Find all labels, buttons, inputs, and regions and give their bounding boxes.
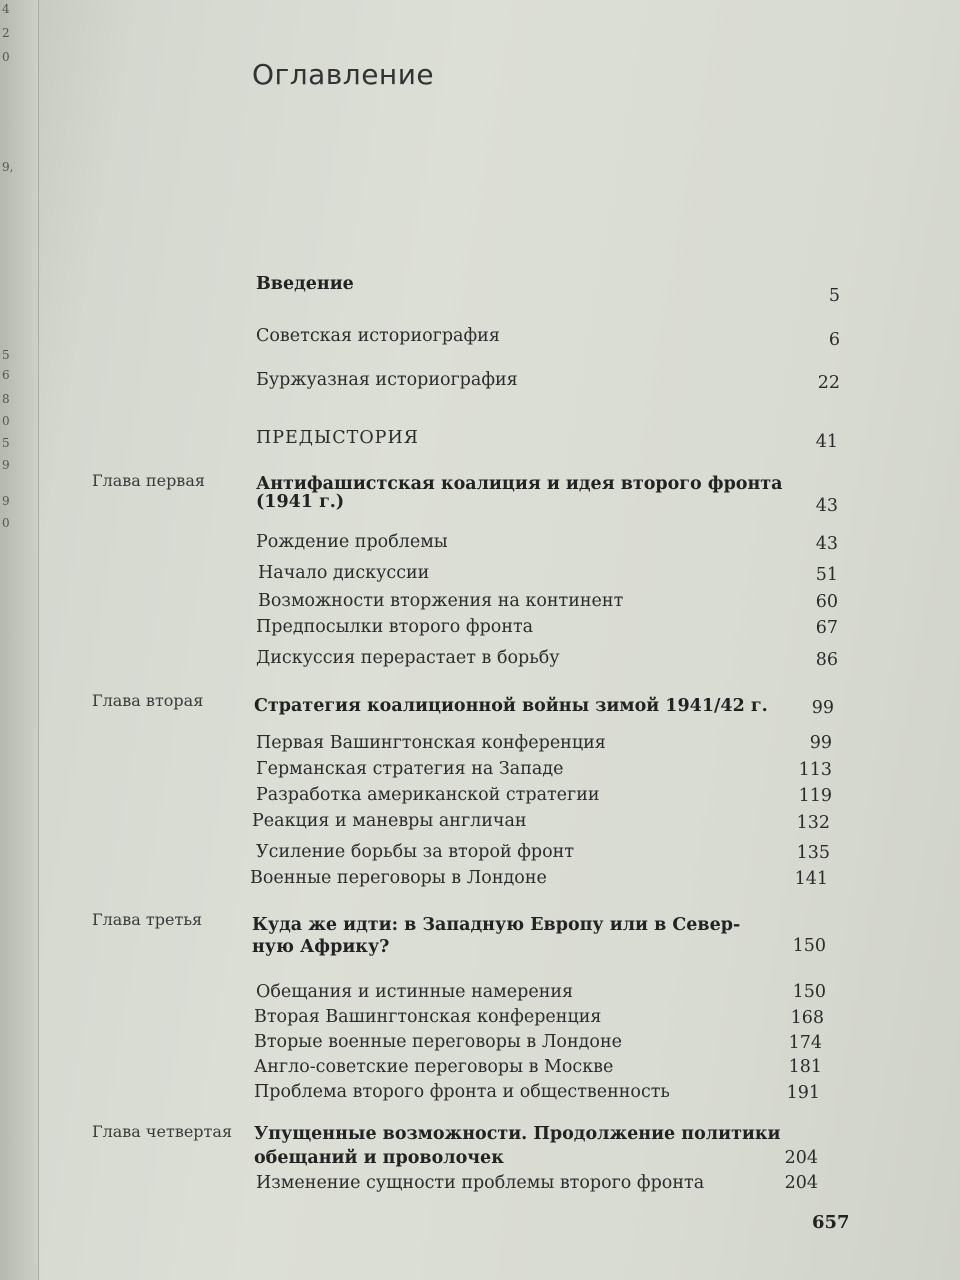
edge-glyph: 0 — [2, 50, 10, 64]
toc-entry-text: Буржуазная историография — [256, 370, 518, 390]
toc-entry-page: 6 — [828, 330, 840, 350]
toc-entry-text: Проблема второго фронта и общественность — [254, 1082, 670, 1102]
edge-glyph: 0 — [2, 516, 10, 530]
chapter-title-line: Стратегия коалиционной войны зимой 1941/42 г. — [254, 696, 768, 716]
chapter-label: Глава четвертая — [92, 1122, 233, 1141]
chapter-label: Глава первая — [92, 471, 205, 490]
chapter-title-line: (1941 г.) — [256, 492, 345, 512]
toc-entry-page: 150 — [792, 982, 826, 1002]
toc-entry-text: Военные переговоры в Лондоне — [250, 868, 547, 888]
chapter-title-line: Куда же идти: в Западную Европу или в Север- — [252, 915, 741, 935]
edge-glyph: 9 — [2, 458, 10, 472]
toc-entry-text: Обещания и истинные намерения — [256, 982, 574, 1002]
toc-entry-page: 204 — [784, 1173, 818, 1193]
toc-entry-page: 132 — [796, 813, 830, 833]
toc-entry-text: Советская историография — [256, 326, 500, 346]
toc-entry-page: 22 — [817, 373, 840, 393]
edge-glyph: 0 — [2, 414, 10, 428]
edge-glyph: 6 — [2, 368, 10, 382]
toc-entry-page: 135 — [796, 843, 830, 863]
toc-entry-page: 181 — [788, 1057, 822, 1077]
toc-entry-page: 43 — [815, 534, 838, 554]
toc-entry-page: 41 — [815, 432, 838, 452]
toc-entry-text: Разработка американской стратегии — [256, 785, 600, 805]
toc-entry-page: 51 — [815, 565, 838, 585]
page-title: Оглавление — [252, 58, 435, 91]
toc-entry-text: Дискуссия перерастает в борьбу — [256, 648, 560, 668]
toc-entry-text: Изменение сущности проблемы второго фронта — [256, 1173, 705, 1193]
chapter-title-line: ную Африку? — [252, 937, 390, 957]
toc-part-heading: ПРЕДЫСТОРИЯ — [256, 428, 419, 448]
toc-entry-page: 168 — [790, 1008, 824, 1028]
toc-entry-text: Вторая Вашингтонская конференция — [254, 1007, 602, 1027]
toc-entry-page: 191 — [786, 1083, 820, 1103]
chapter-title-line: Упущенные возможности. Продолжение политики — [254, 1124, 781, 1144]
chapter-page: 204 — [784, 1148, 818, 1168]
edge-glyph: 5 — [2, 348, 10, 362]
toc-entry-page: 67 — [815, 618, 838, 638]
chapter-page: 99 — [811, 698, 834, 718]
toc-entry-page: 99 — [809, 733, 832, 753]
toc-entry-text: Возможности вторжения на континент — [258, 591, 624, 611]
chapter-label: Глава третья — [92, 910, 203, 929]
toc-entry-page: 60 — [815, 592, 838, 612]
chapter-page: 150 — [792, 936, 826, 956]
chapter-page: 43 — [815, 496, 838, 516]
toc-entry-text: Начало дискуссии — [258, 563, 430, 583]
chapter-title-line: Антифашистская коалиция и идея второго фронта — [256, 474, 783, 494]
toc-entry-page: 141 — [794, 869, 828, 889]
toc-entry-text: Предпосылки второго фронта — [256, 617, 534, 637]
toc-entry-text: Реакция и маневры англичан — [252, 811, 527, 831]
toc-entry-text: Англо-советские переговоры в Москве — [254, 1057, 614, 1077]
edge-glyph: 2 — [2, 26, 10, 40]
toc-entry-page: 113 — [798, 760, 832, 780]
edge-glyph: 8 — [2, 392, 10, 406]
toc-entry-text: Введение — [256, 274, 354, 294]
edge-glyph: 5 — [2, 436, 10, 450]
toc-entry-text: Первая Вашингтонская конференция — [256, 733, 606, 753]
edge-glyph: 4 — [2, 2, 10, 16]
toc-entry-text: Вторые военные переговоры в Лондоне — [254, 1032, 622, 1052]
edge-glyph: 9, — [2, 160, 14, 174]
toc-entry-page: 174 — [788, 1033, 822, 1053]
toc-entry-page: 5 — [828, 286, 840, 306]
toc-entry-text: Усиление борьбы за второй фронт — [256, 842, 575, 862]
chapter-label: Глава вторая — [92, 691, 204, 710]
previous-page-edge — [0, 0, 39, 1280]
toc-entry-text: Рождение проблемы — [256, 532, 448, 552]
chapter-title-line: обещаний и проволочек — [254, 1148, 504, 1168]
toc-entry-page: 119 — [798, 786, 832, 806]
page-number: 657 — [812, 1212, 850, 1233]
toc-entry-page: 86 — [815, 650, 838, 670]
edge-glyph: 9 — [2, 494, 10, 508]
toc-entry-text: Германская стратегия на Западе — [256, 759, 564, 779]
